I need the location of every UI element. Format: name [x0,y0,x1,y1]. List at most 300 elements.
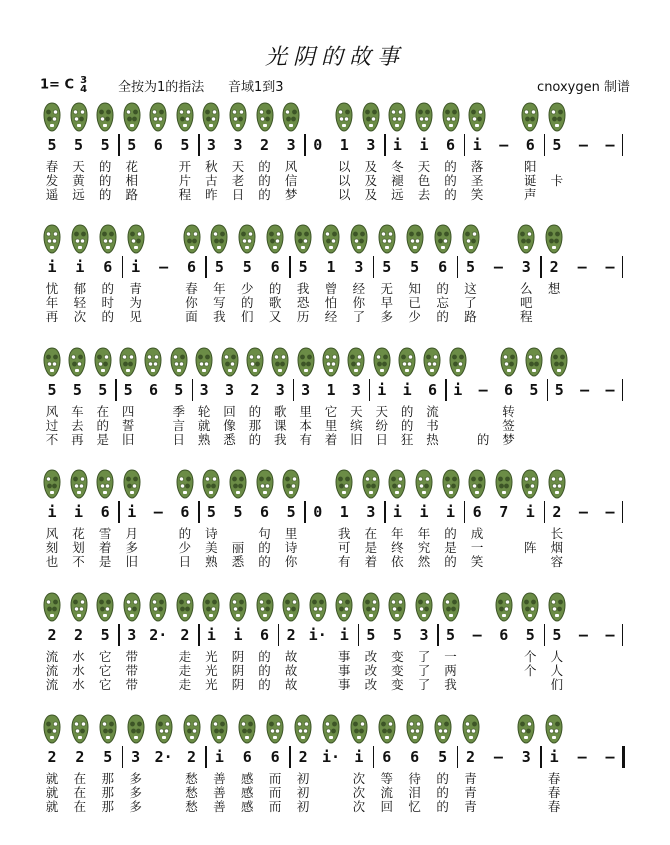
jianpu-note: 6 [186,258,197,276]
bar-line [304,501,305,523]
lyric-char: 长 [550,526,564,541]
ocarina-fingering-icon [70,592,88,622]
bar-line [622,746,625,768]
lyric-char: 相 [125,173,138,188]
jianpu-note: i [127,503,137,521]
lyric-char: 了 [417,649,431,664]
lyric-char: 故 [284,677,298,692]
ocarina-fingering-icon [442,102,460,132]
lyric-char: 水 [72,677,85,692]
lyric-char: 远 [391,187,404,202]
lyric-char: 光 [205,649,218,664]
ocarina-fingering-icon [521,469,539,499]
bar-line [122,256,123,278]
jianpu-note: 1 [326,381,336,399]
lyric-char: 阴 [231,663,245,678]
lyrics-line [0,678,670,691]
lyric-char: 多 [129,771,142,786]
lyric-char: 写 [213,295,226,310]
jianpu-note: – [605,748,615,766]
jianpu-note: 5 [72,381,82,399]
bar-line [293,379,294,401]
lyric-char: 昨 [205,187,218,202]
ocarina-fingering-icon [43,714,61,744]
lyric-char: 在 [73,785,87,800]
jianpu-note: 6 [153,136,163,154]
jianpu-note: 2 [465,748,476,766]
ocarina-fingering-icon [415,102,433,132]
lyric-char: 个 [524,663,537,678]
ocarina-fingering-icon [99,224,117,254]
fingering-row [0,345,670,379]
jianpu-note: i [453,381,463,399]
lyric-char: 流 [380,785,394,800]
lyric-char: 花 [125,159,138,174]
lyric-char: 究 [417,540,431,555]
lyrics-line [0,296,670,309]
jianpu-note: 3 [225,381,235,399]
bar-line [622,134,623,156]
lyrics-line [0,541,670,554]
ocarina-fingering-icon [322,714,340,744]
jianpu-note: 3 [275,381,285,399]
jianpu-note: 5 [382,258,392,276]
lyric-char: 里 [324,418,338,433]
lyric-char: 天 [72,159,85,174]
lyric-char: 曾 [324,281,338,296]
lyric-char: 烟 [550,540,564,555]
fingering-row [0,590,670,624]
lyric-char: 的 [436,785,449,800]
ocarina-fingering-icon [99,714,117,744]
lyric-char: 故 [284,663,298,678]
jianpu-note: 6 [410,748,420,766]
jianpu-note: i [47,258,57,276]
lyric-char: 面 [185,309,198,324]
lyric-char: 们 [241,309,254,324]
jianpu-note: i· [308,626,327,644]
bar-line [118,134,119,156]
ocarina-fingering-icon [202,102,220,132]
bar-line [115,379,116,401]
ocarina-fingering-icon [202,592,220,622]
lyric-char: 旧 [350,432,363,447]
range-note: 音域1到3̇ [228,80,284,95]
jianpu-note: 5 [233,503,243,521]
lyric-char: 走 [178,649,192,664]
jianpu-note: 0 [313,503,323,521]
lyric-char: 水 [72,663,85,678]
lyric-char: 那 [101,771,115,786]
lyric-char: 春 [185,281,198,296]
ocarina-fingering-icon [149,102,167,132]
lyric-char: 然 [417,554,431,569]
jianpu-note: i [233,626,243,644]
jianpu-note: – [493,258,503,276]
lyric-char: 去 [71,418,84,433]
jianpu-note: i [206,626,216,644]
jianpu-note: 6 [270,748,280,766]
jianpu-note: 6 [504,381,514,399]
ocarina-fingering-icon [202,469,220,499]
jianpu-note: 3 [233,136,243,154]
lyric-char: 悉 [231,554,245,569]
lyric-char: 的 [436,309,449,324]
lyric-char: 车 [71,404,84,419]
ocarina-fingering-icon [183,224,201,254]
lyric-char: 善 [213,799,226,814]
lyric-char: 风 [284,159,298,174]
lyric-char: 历 [296,309,310,324]
jianpu-note: 5 [552,626,562,644]
lyric-char: 歌 [268,295,282,310]
lyric-char: 以 [338,173,351,188]
lyric-char: 时 [101,295,115,310]
ocarina-fingering-icon [123,592,141,622]
lyric-char: 青 [129,281,142,296]
lyrics-line [0,433,670,446]
bar-line [205,746,206,768]
jianpu-note: i [339,626,349,644]
lyric-char: 着 [324,432,338,447]
lyric-char: 带 [125,663,138,678]
jianpu-note: i [525,503,535,521]
lyric-char: 熟 [197,432,211,447]
ocarina-fingering-icon [525,347,543,377]
jianpu-note: – [605,381,615,399]
lyric-char: 改 [364,649,378,664]
lyric-char: 水 [72,649,85,664]
lyric-char: 终 [391,540,404,555]
ocarina-fingering-icon [500,347,518,377]
jianpu-note: i [419,136,429,154]
lyric-char: 光 [205,677,218,692]
lyric-char: 而 [268,785,282,800]
lyric-char: 早 [380,295,394,310]
jianpu-note: i [377,381,387,399]
jianpu-note: 5 [465,258,476,276]
lyric-char: 有 [338,554,351,569]
lyric-char: 忘 [436,295,449,310]
jianpu-note: 6 [446,136,456,154]
bar-line [540,256,541,278]
jianpu-note: 2 [180,626,190,644]
jianpu-note: 1 [339,503,349,521]
bar-line [540,746,541,768]
ocarina-fingering-icon [282,469,300,499]
lyric-char: 的 [400,418,414,433]
ocarina-fingering-icon [468,102,486,132]
lyric-char: 初 [296,785,310,800]
bar-line [369,379,370,401]
lyrics-line [0,160,670,173]
ocarina-fingering-icon [398,347,416,377]
lyric-char: 卡 [550,173,564,188]
bar-line [464,134,465,156]
lyric-char: 纷 [375,418,388,433]
ocarina-fingering-icon [362,592,380,622]
bar-line [118,501,119,523]
lyric-char: 的 [241,295,254,310]
lyric-char: 无 [380,281,394,296]
notes-row [0,501,670,523]
bar-line [384,501,385,523]
ocarina-fingering-icon [256,102,274,132]
lyric-char: 是 [364,540,378,555]
lyric-char: 恐 [296,295,310,310]
lyric-char: 事 [338,663,351,678]
lyric-char: 程 [178,187,192,202]
lyric-char: 了 [417,663,431,678]
ocarina-fingering-icon [449,347,467,377]
lyric-char: 着 [98,540,112,555]
lyric-char: 两 [444,663,457,678]
lyric-char: 走 [178,677,192,692]
jianpu-note: 2 [47,748,57,766]
jianpu-note: – [605,626,615,644]
lyric-char: 里 [299,404,312,419]
lyric-char: 落 [470,159,484,174]
lyric-char: 改 [364,677,378,692]
jianpu-note: 6 [472,503,482,521]
lyric-char: 远 [72,187,85,202]
ocarina-fingering-icon [96,592,114,622]
jianpu-note: 5 [552,136,562,154]
jianpu-note: – [153,503,163,521]
lyric-char: 课 [274,418,287,433]
ocarina-fingering-icon [550,347,568,377]
lyric-char: 们 [550,677,564,692]
lyric-char: 缤 [350,418,363,433]
jianpu-note: – [493,748,503,766]
ocarina-fingering-icon [468,469,486,499]
jianpu-note: – [159,258,169,276]
lyric-char: 的 [436,771,449,786]
bar-line [622,379,623,401]
lyric-char: 容 [550,554,564,569]
ocarina-fingering-icon [229,592,247,622]
jianpu-note: 2 [552,503,562,521]
lyric-char: 的 [98,187,112,202]
lyric-char: 天 [231,159,245,174]
ocarina-fingering-icon [127,224,145,254]
jianpu-note: i [131,258,141,276]
lyric-char: 么 [520,281,533,296]
lyric-char: 在 [73,771,87,786]
lyric-char: 青 [464,799,477,814]
lyric-char: 声 [524,187,537,202]
lyric-char: 带 [125,677,138,692]
lyric-char: 的 [248,404,262,419]
bar-line [547,379,548,401]
lyric-char: 黄 [72,173,85,188]
ocarina-fingering-icon [238,714,256,744]
lyric-char: 遥 [45,187,59,202]
lyric-char: 冬 [391,159,404,174]
lyric-char: 笑 [470,187,484,202]
bar-line [457,746,458,768]
lyrics-line [0,527,670,540]
ocarina-fingering-icon [462,224,480,254]
jianpu-note: 5 [103,748,113,766]
lyric-char: 梦 [284,187,298,202]
lyric-char: 的 [444,554,457,569]
ocarina-fingering-icon [144,347,162,377]
jianpu-note: 2 [75,748,85,766]
jianpu-note: 1 [326,258,336,276]
fingering-row [0,712,670,746]
jianpu-note: 3 [366,503,376,521]
jianpu-note: 2 [549,258,559,276]
notes-row [0,256,670,278]
jianpu-note: 3 [521,258,531,276]
lyric-char: 青 [464,771,477,786]
lyric-char: 的 [101,309,115,324]
jianpu-note: i [74,503,84,521]
ocarina-fingering-icon [521,102,539,132]
lyric-char: 的 [258,663,271,678]
ocarina-fingering-icon [378,224,396,254]
lyric-char: 经 [352,281,366,296]
lyric-char: 郁 [73,281,87,296]
lyric-char: 流 [45,677,59,692]
jianpu-note: 2 [186,748,197,766]
lyric-char: 春 [547,771,561,786]
ocarina-fingering-icon [495,469,513,499]
lyrics-line [0,800,670,813]
ocarina-fingering-icon [434,714,452,744]
ocarina-fingering-icon [43,102,61,132]
lyric-char: 天 [375,404,388,419]
lyric-char: 的 [436,799,449,814]
lyric-char: 事 [338,677,351,692]
lyric-char: 已 [408,295,421,310]
lyric-char: 日 [231,187,245,202]
jianpu-note: i [392,136,402,154]
jianpu-note: 3 [351,381,361,399]
lyric-char: 秋 [205,159,218,174]
jianpu-note: 5 [47,381,57,399]
lyric-char: 经 [324,309,338,324]
lyrics-line [0,188,670,201]
fingering-note: 全按为1的指法 [118,80,205,95]
lyric-char: 一 [444,649,457,664]
jianpu-note: 6 [525,136,535,154]
lyric-char: 旧 [121,432,135,447]
lyric-char: 开 [178,159,192,174]
ocarina-fingering-icon [322,224,340,254]
lyric-char: 就 [197,418,211,433]
bar-line [358,624,359,646]
jianpu-note: 5 [286,503,296,521]
lyric-char: 改 [364,663,378,678]
jianpu-note: 6 [148,381,158,399]
jianpu-note: – [578,136,588,154]
lyric-char: 不 [72,554,85,569]
lyric-char: 吧 [520,295,533,310]
ocarina-fingering-icon [309,592,327,622]
ocarina-fingering-icon [271,347,289,377]
lyric-char: 的 [258,554,271,569]
lyric-char: 怕 [324,295,338,310]
lyric-char: 少 [408,309,421,324]
lyric-char: 狂 [400,432,414,447]
lyric-char: 的 [444,173,457,188]
lyric-char: 次 [352,799,366,814]
jianpu-note: 6 [103,258,113,276]
jianpu-note: i [472,136,482,154]
lyric-char: 你 [352,295,366,310]
song-title: 光阴的故事 [264,45,405,70]
lyrics-line [0,310,670,323]
lyric-char: 的 [98,159,112,174]
lyric-char: 圣 [470,173,484,188]
jianpu-note: i· [321,748,341,766]
lyric-char: 也 [45,554,59,569]
lyric-char: 的 [258,649,271,664]
ocarina-fingering-icon [238,224,256,254]
jianpu-note: 5 [214,258,224,276]
jianpu-note: 6 [499,626,509,644]
lyric-char: 知 [408,281,421,296]
lyric-char: 的 [98,173,112,188]
lyric-char: 次 [73,309,87,324]
lyric-char: 为 [129,295,142,310]
lyric-char: 那 [101,785,115,800]
ocarina-fingering-icon [123,102,141,132]
lyric-char: 那 [248,418,262,433]
lyric-char: 的 [258,540,271,555]
ocarina-fingering-icon [548,592,566,622]
ocarina-fingering-icon [94,347,112,377]
bar-line [289,256,290,278]
jianpu-note: 5 [98,381,108,399]
lyric-char: 在 [96,404,109,419]
time-signature [80,76,87,94]
ocarina-fingering-icon [43,592,61,622]
jianpu-note: – [472,626,482,644]
lyric-char: 阵 [524,540,537,555]
lyric-char: 的 [248,432,262,447]
lyric-char: 多 [125,540,138,555]
lyric-char: 春 [547,785,561,800]
lyric-char: 它 [324,404,338,419]
bar-line [373,746,374,768]
ocarina-fingering-icon [294,714,312,744]
lyric-char: 轻 [73,295,87,310]
jianpu-note: 5 [74,136,84,154]
ocarina-fingering-icon [70,102,88,132]
ocarina-fingering-icon [423,347,441,377]
lyric-char: 善 [213,785,226,800]
jianpu-note: – [605,258,615,276]
ocarina-fingering-icon [415,469,433,499]
lyric-char: 程 [520,309,533,324]
ocarina-fingering-icon [442,469,460,499]
ocarina-fingering-icon [119,347,137,377]
ocarina-fingering-icon [210,714,228,744]
lyrics-line [0,650,670,663]
ocarina-fingering-icon [210,224,228,254]
lyric-char: 去 [417,187,431,202]
bar-line [304,134,305,156]
jianpu-note: – [499,136,509,154]
jianpu-note: 6 [260,503,270,521]
bar-line [198,134,199,156]
lyric-char: 你 [284,554,298,569]
jianpu-note: 5 [242,258,252,276]
lyric-char: 古 [205,173,218,188]
